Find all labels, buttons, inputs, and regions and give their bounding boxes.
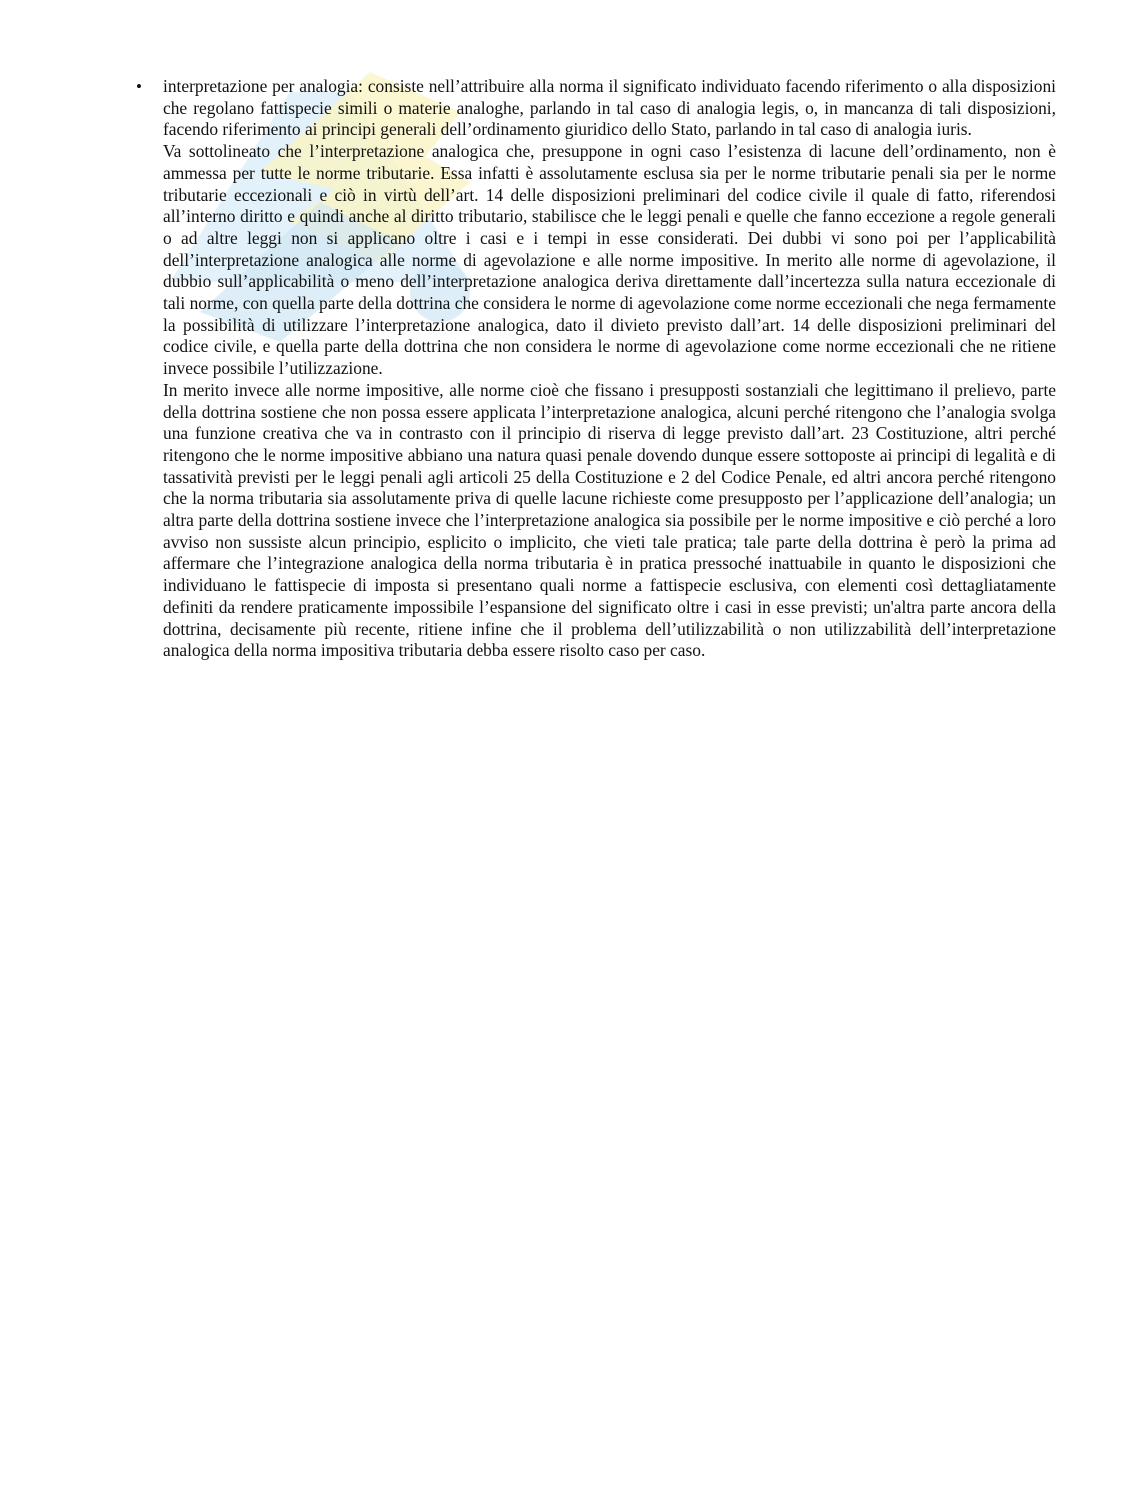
document-body: [136, 76, 1056, 662]
bullet-icon: •: [136, 77, 142, 96]
paragraph-norme-impositive: In merito invece alle norme impositive, alle norme cioè che fissano i presupposti sostanziali che legittimano il prelievo, parte della dottrina sostiene che non possa essere applicata l’interpretazione analogica, alcuni perché ritengono che l’analogia svolga una funzione creativa che va in contrasto con il principio di riserva di legge previsto dall’art. 23 Costituzione, altri perché ritengono che le norme impositive abbiano una natura quasi penale dovendo dunque essere sottoposte ai principi di legalità e di tassatività previsti per le leggi penali agli articoli 25 della Costituzione e 2 del Codice Penale, ed altri ancora perché ritengono che la norma tributaria sia assolutamente priva di quelle lacune richieste come presupposto per l’applicazione dell’analogia; un altra parte della dottrina sostiene invece che l’interpretazione analogica sia possibile per le norme impositive e ciò perché a loro avviso non sussiste alcun principio, esplicito o implicito, che vieti tale pratica; tale parte della dottrina è però la prima ad affermare che l’integrazione analogica della norma tributaria è in pratica pressoché inattuabile in quanto le disposizioni che individuano le fattispecie di imposta si presentano quali norme a fattispecie esclusiva, con elementi così dettagliatamente definiti da rendere praticamente impossibile l’espansione del significato oltre i casi in esse previsti; un'altra parte ancora della dottrina, decisamente più recente, ritiene infine che il problema dell’utilizzabilità o non utilizzabilità dell’interpretazione analogica della norma impositiva tributaria debba essere risolto caso per caso.: [163, 379, 1056, 661]
paragraph-analogia-limits: Va sottolineato che l’interpretazione analogica che, presuppone in ogni caso l’esistenza di lacune dell’ordinamento, non è ammessa per tutte le norme tributarie. Essa infatti è assolutamente esclusa sia per le norme tributarie penali sia per le norme tributarie eccezionali e ciò in virtù dell’art. 14 delle disposizioni preliminari del codice civile il quale di fatto, riferendosi all’interno diritto e quindi anche al diritto tributario, stabilisce che le leggi penali e quelle che fanno eccezione a regole generali o ad altre leggi non si applicano oltre i casi e i tempi in esse considerati. Dei dubbi vi sono poi per l’applicabilità dell’interpretazione analogica alle norme di agevolazione e alle norme impositive. In merito alle norme di agevolazione, il dubbio sull’applicabilità o meno dell’interpretazione analogica deriva direttamente dall’incertezza sulla natura eccezionale di tali norme, con quella parte della dottrina che considera le norme di agevolazione come norme eccezionali che nega fermamente la possibilità di utilizzare l’interpretazione analogica, dato il divieto previsto dall’art. 14 delle disposizioni preliminari del codice civile, e quella parte della dottrina che non considera le norme di agevolazione come norme eccezionali che ne ritiene invece possibile l’utilizzazione.: [163, 141, 1056, 379]
paragraph-analogia-definition: interpretazione per analogia: consiste nell’attribuire alla norma il significato individuato facendo riferimento o alla disposizioni che regolano fattispecie simili o materie analoghe, parlando in tal caso di analogia legis, o, in mancanza di tali disposizioni, facendo riferimento ai principi generali dell’ordinamento giuridico dello Stato, parlando in tal caso di analogia iuris.: [163, 76, 1056, 140]
